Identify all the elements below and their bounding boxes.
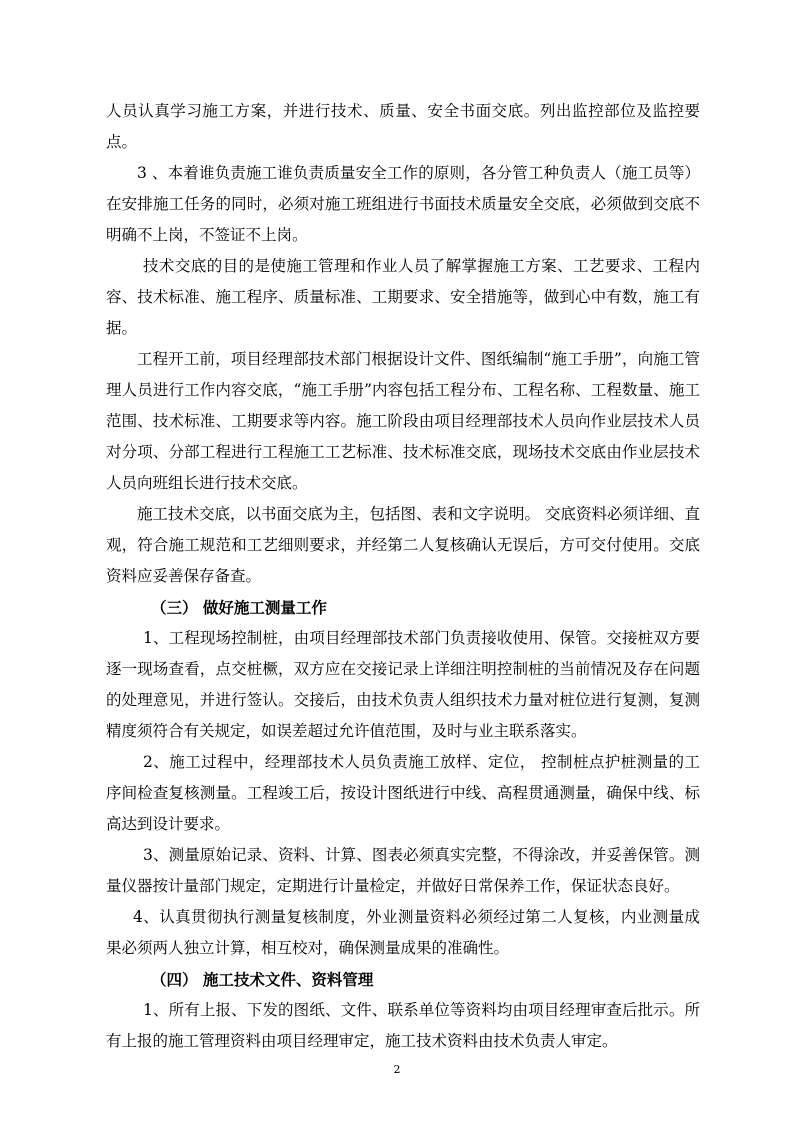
paragraph-1: 人员认真学习施工方案，并进行技术、质量、安全书面交底。列出监控部位及监控要点。: [106, 102, 700, 151]
document-page: [106, 96, 700, 1057]
section-heading-3: （三） 做好施工测量工作: [151, 598, 327, 617]
paragraph-7: 2、施工过程中，经理部技术人员负责施工放样、定位， 控制桩点护桩测量的工序间检查复核测量。工程竣工后，按设计图纸进行中线、高程贯通测量，确保中线、标高达到设计要求。: [106, 753, 700, 833]
paragraph-8: 3、测量原始记录、资料、计算、图表必须真实完整，不得涂改，并妥善保管。测量仪器按计量部门规定，定期进行计量检定，并做好日常保养工作，保证状态良好。: [106, 846, 700, 895]
paragraph-4: 工程开工前，项目经理部技术部门根据设计文件、图纸编制“施工手册”，向施工管理人员进行工作内容交底，“施工手册”内容包括工程分布、工程名称、工程数量、施工范围、技术标准、工期要求等内容。施工阶段由项目经理部技术人员向作业层技术人员对分项、分部工程进行工程施工工艺标准、技术标准交底，现场技术交底由作业层技术人员向班组长进行技术交底。: [106, 350, 700, 492]
paragraph-5: 施工技术交底，以书面交底为主，包括图、表和文字说明。 交底资料必须详细、直观，符合施工规范和工艺细则要求，并经第二人复核确认无误后，方可交付使用。交底资料应妥善保存备查。: [106, 505, 700, 585]
page-number: 2: [393, 1063, 401, 1076]
paragraph-9: 4、认真贯彻执行测量复核制度，外业测量资料必须经过第二人复核，内业测量成果必须两人独立计算，相互校对，确保测量成果的准确性。: [106, 908, 700, 957]
paragraph-6: 1、工程现场控制桩，由项目经理部技术部门负责接收使用、保管。交接桩双方要逐一现场查看，点交桩橛，双方应在交接记录上详细注明控制桩的当前情况及存在问题的处理意见，并进行签认。交接后，由技术负责人组织技术力量对桩位进行复测，复测精度须符合有关规定，如误差超过允许值范围，及时与业主联系落实。: [106, 629, 700, 740]
paragraph-10: 1、所有上报、下发的图纸、文件、联系单位等资料均由项目经理审查后批示。所有上报的施工管理资料由项目经理审定，施工技术资料由技术负责人审定。: [106, 1001, 700, 1050]
section-heading-4: （四） 施工技术文件、资料管理: [151, 970, 374, 989]
paragraph-3: 技术交底的目的是使施工管理和作业人员了解掌握施工方案、工艺要求、工程内容、技术标准、施工程序、质量标准、工期要求、安全措施等，做到心中有数，施工有据。: [106, 257, 700, 337]
paragraph-2: 3 、本着谁负责施工谁负责质量安全工作的原则，各分管工种负责人（施工员等）在安排施工任务的同时，必须对施工班组进行书面技术质量安全交底，必须做到交底不明确不上岗，不签证不上岗。: [106, 164, 700, 244]
